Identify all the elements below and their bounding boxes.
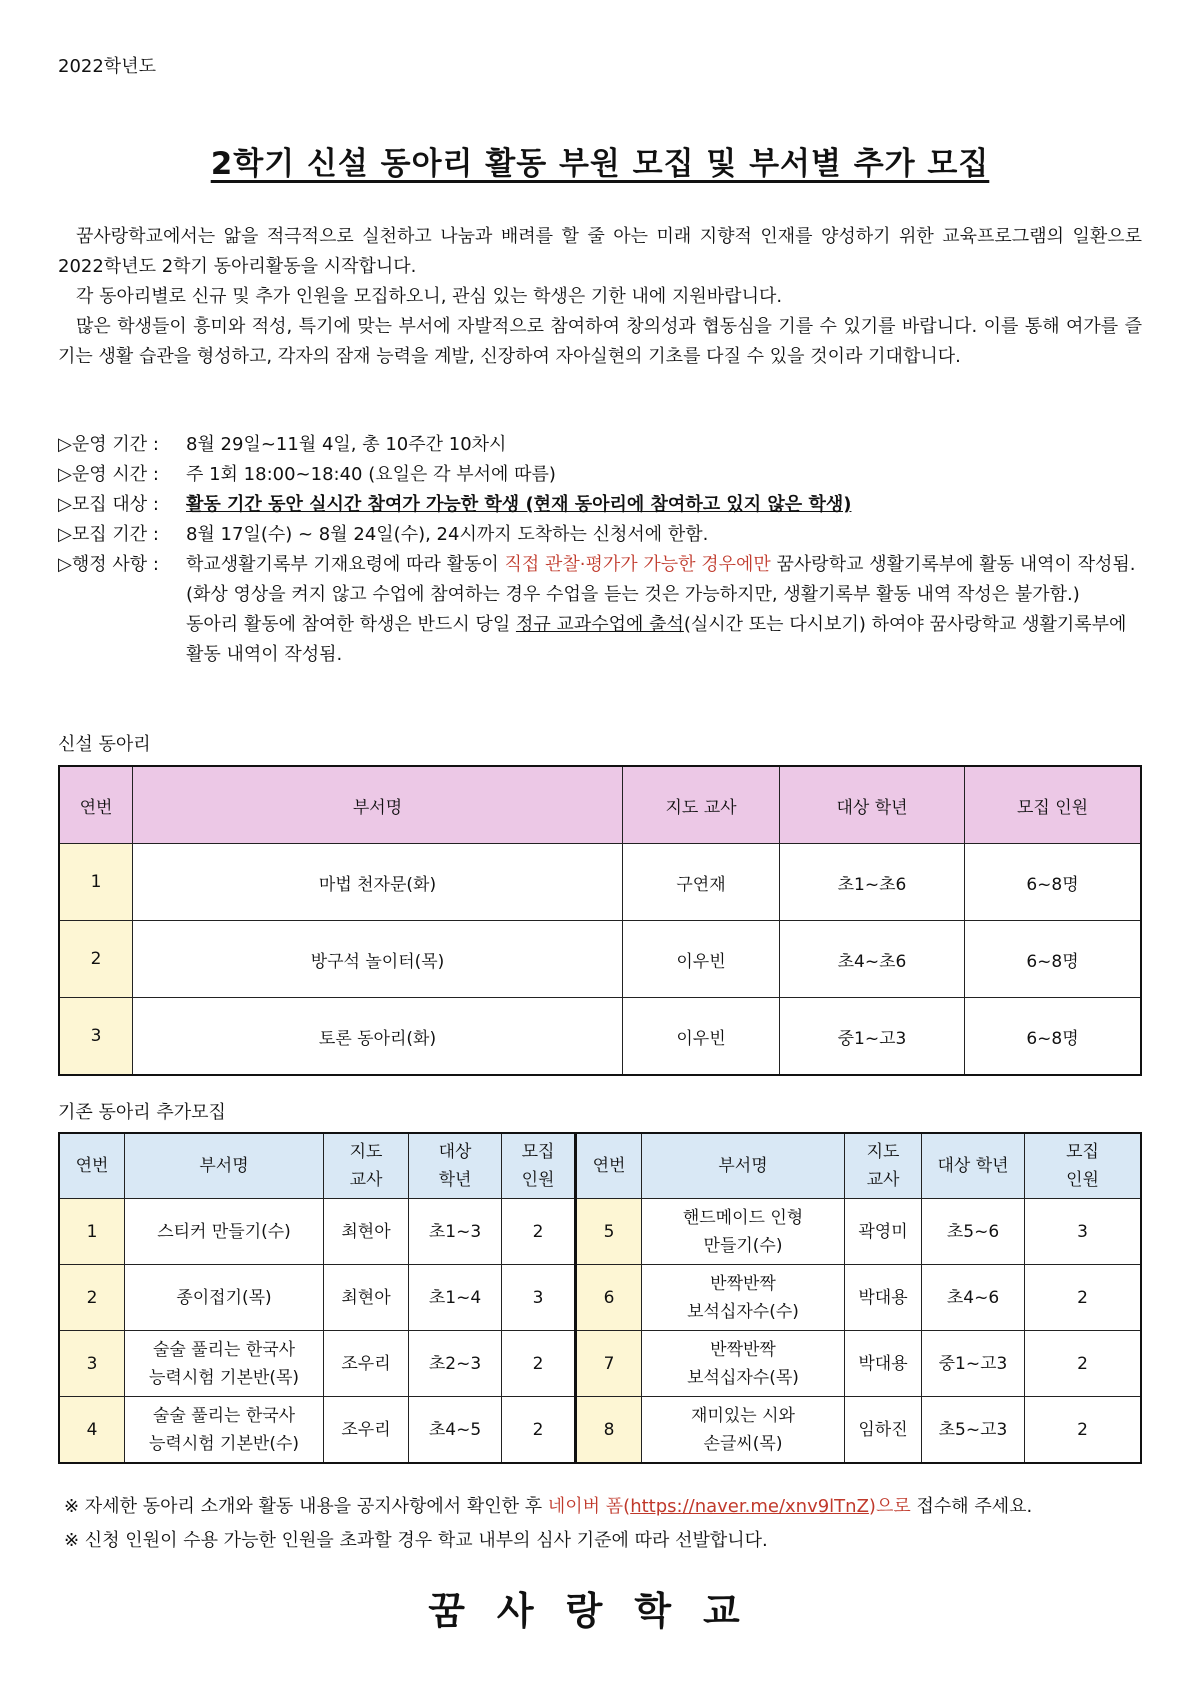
notes <box>64 1490 1032 1558</box>
table-row <box>59 844 1141 921</box>
info-label: ▷행정 사항 : <box>58 554 159 575</box>
note-1 <box>64 1490 1032 1524</box>
table-cell: 중1~고3 <box>780 998 965 1076</box>
table-cell: 이우빈 <box>623 921 780 998</box>
row-number-cell: 8 <box>576 1397 642 1464</box>
table-cell: 임하진 <box>845 1397 922 1464</box>
table-cell: 이우빈 <box>623 998 780 1076</box>
table-cell: 3 <box>1025 1199 1142 1265</box>
table-cell: 초2~3 <box>409 1331 502 1397</box>
info-period <box>58 430 1148 460</box>
intro-paragraph-2: 각 동아리별로 신규 및 추가 인원을 모집하오니, 관심 있는 학생은 기한 내에 지원바랍니다. <box>76 286 783 307</box>
table-row <box>59 998 1141 1076</box>
table-cell: 종이접기(목) <box>125 1265 324 1331</box>
info-label: ▷운영 시간 : <box>58 464 159 485</box>
column-header: 부서명 <box>133 766 623 844</box>
table-cell: 중1~고3 <box>922 1331 1025 1397</box>
info-value <box>186 550 1148 610</box>
table-cell: 조우리 <box>324 1397 409 1464</box>
note-text-end: 접수해 주세요. <box>910 1496 1033 1517</box>
table-row <box>59 1199 1141 1265</box>
table-row <box>59 921 1141 998</box>
admin-highlight: 직접 관찰·평가가 가능한 경우에만 <box>504 554 771 575</box>
info-value: 8월 17일(수) ~ 8월 24일(수), 24시까지 도착하는 신청서에 한함. <box>186 524 709 545</box>
info-time <box>58 460 1148 490</box>
table-cell: 방구석 놀이터(목) <box>133 921 623 998</box>
column-header: 모집 인원 <box>965 766 1142 844</box>
existing-clubs-table <box>58 1132 1142 1464</box>
naver-form-link[interactable]: https://naver.me/xnv9lTnZ <box>630 1496 869 1517</box>
table-cell: 2 <box>502 1199 576 1265</box>
column-header: 연번 <box>59 766 133 844</box>
table-cell: 초5~6 <box>922 1199 1025 1265</box>
row-number-cell: 5 <box>576 1199 642 1265</box>
column-header: 지도 교사 <box>324 1133 409 1199</box>
table-cell: 술술 풀리는 한국사 능력시험 기본반(목) <box>125 1331 324 1397</box>
note-text: ※ 자세한 동아리 소개와 활동 내용을 공지사항에서 확인한 후 <box>64 1496 548 1517</box>
naver-form-label: 네이버 폼( <box>547 1496 631 1517</box>
admin2-text: 동아리 활동에 참여한 학생은 반드시 당일 <box>186 614 516 635</box>
table-cell: 초1~3 <box>409 1199 502 1265</box>
column-header: 부서명 <box>125 1133 324 1199</box>
table-cell: 곽영미 <box>845 1199 922 1265</box>
row-number-cell: 1 <box>59 844 133 921</box>
table-cell: 마법 천자문(화) <box>133 844 623 921</box>
info-list <box>58 430 1148 670</box>
table-cell: 최현아 <box>324 1265 409 1331</box>
column-header: 모집 인원 <box>1025 1133 1142 1199</box>
row-number-cell: 3 <box>59 1331 125 1397</box>
table-cell: 재미있는 시와 손글씨(목) <box>642 1397 845 1464</box>
table-row <box>59 1331 1141 1397</box>
table-header-row <box>59 1133 1141 1199</box>
table-cell: 반짝반짝 보석십자수(수) <box>642 1265 845 1331</box>
school-year: 2022학년도 <box>58 56 156 77</box>
table-cell: 6~8명 <box>965 844 1142 921</box>
table-cell: 토론 동아리(화) <box>133 998 623 1076</box>
table-cell: 박대용 <box>845 1331 922 1397</box>
row-number-cell: 3 <box>59 998 133 1076</box>
info-admin-2 <box>58 610 1148 670</box>
info-admin <box>58 550 1148 610</box>
column-header: 지도 교사 <box>845 1133 922 1199</box>
intro-paragraph-3: 많은 학생들이 흥미와 적성, 특기에 맞는 부서에 자발적으로 참여하여 창의성과 협동심을 기를 수 있기를 바랍니다. 이를 통해 여가를 즐기는 생활 습관을 형성하고, 각자의 잠재 능력을 계발, 신장하여 자아실현의 기초를 다질 수 있을 것이라 기대합니다. <box>58 316 1142 367</box>
table-cell: 2 <box>502 1397 576 1464</box>
table-row <box>59 1265 1141 1331</box>
table-cell: 최현아 <box>324 1199 409 1265</box>
page-title: 2학기 신설 동아리 활동 부원 모집 및 부서별 추가 모집 <box>210 146 990 182</box>
column-header: 대상 학년 <box>409 1133 502 1199</box>
admin2-underline: 정규 교과수업에 출석 <box>515 614 684 635</box>
info-value: 8월 29일~11월 4일, 총 10주간 10차시 <box>186 434 507 455</box>
table-row <box>59 1397 1141 1464</box>
naver-form-label-end: )으로 <box>868 1496 911 1517</box>
table-cell: 초1~4 <box>409 1265 502 1331</box>
admin-text-cont: 꿈사랑학교 생활기록부에 활동 내역이 작성됨. (화상 영상을 켜지 않고 수업에 참여하는 경우 수업을 듣는 것은 가능하지만, 생활기록부 활동 내역 작성은 불가함.) <box>186 554 1136 605</box>
existing-clubs-heading: 기존 동아리 추가모집 <box>58 1102 226 1123</box>
table-cell: 6~8명 <box>965 921 1142 998</box>
row-number-cell: 1 <box>59 1199 125 1265</box>
note-2: ※ 신청 인원이 수용 가능한 인원을 초과할 경우 학교 내부의 심사 기준에 따라 선발합니다. <box>64 1530 768 1551</box>
column-header: 연번 <box>59 1133 125 1199</box>
info-value: 활동 기간 동안 실시간 참여가 가능한 학생 (현재 동아리에 참여하고 있지 않은 학생) <box>186 494 852 515</box>
info-label: ▷모집 기간 : <box>58 524 159 545</box>
info-recruit-period <box>58 520 1148 550</box>
table-cell: 박대용 <box>845 1265 922 1331</box>
info-target <box>58 490 1148 520</box>
info-label: ▷운영 기간 : <box>58 434 159 455</box>
row-number-cell: 4 <box>59 1397 125 1464</box>
column-header: 지도 교사 <box>623 766 780 844</box>
table-cell: 핸드메이드 인형 만들기(수) <box>642 1199 845 1265</box>
column-header: 연번 <box>576 1133 642 1199</box>
table-cell: 구연재 <box>623 844 780 921</box>
table-cell: 초1~초6 <box>780 844 965 921</box>
table-header-row <box>59 766 1141 844</box>
row-number-cell: 2 <box>59 921 133 998</box>
table-cell: 3 <box>502 1265 576 1331</box>
column-header: 대상 학년 <box>780 766 965 844</box>
table-cell: 2 <box>502 1331 576 1397</box>
table-cell: 6~8명 <box>965 998 1142 1076</box>
school-name-footer: 꿈사랑학교 <box>428 1588 772 1633</box>
intro-text <box>58 222 1142 372</box>
table-cell: 2 <box>1025 1331 1142 1397</box>
table-cell: 초4~5 <box>409 1397 502 1464</box>
table-cell: 조우리 <box>324 1331 409 1397</box>
info-label: ▷모집 대상 : <box>58 494 159 515</box>
new-clubs-heading: 신설 동아리 <box>58 734 151 755</box>
row-number-cell: 7 <box>576 1331 642 1397</box>
table-cell: 스티커 만들기(수) <box>125 1199 324 1265</box>
new-clubs-table <box>58 765 1142 1076</box>
table-cell: 2 <box>1025 1265 1142 1331</box>
admin2-text-cont: (실시간 또는 다시보기) 하여야 꿈사랑학교 생활기록부에 활동 내역이 작성됨. <box>186 614 1127 665</box>
table-cell: 초4~초6 <box>780 921 965 998</box>
intro-paragraph-1: 꿈사랑학교에서는 앎을 적극적으로 실천하고 나눔과 배려를 할 줄 아는 미래 지향적 인재를 양성하기 위한 교육프로그램의 일환으로 2022학년도 2학기 동아리활동을 시작합니다. <box>58 226 1142 277</box>
column-header: 부서명 <box>642 1133 845 1199</box>
table-cell: 2 <box>1025 1397 1142 1464</box>
column-header: 모집 인원 <box>502 1133 576 1199</box>
admin-text: 학교생활기록부 기재요령에 따라 활동이 <box>186 554 505 575</box>
info-value: 주 1회 18:00~18:40 (요일은 각 부서에 따름) <box>186 464 556 485</box>
table-cell: 초5~고3 <box>922 1397 1025 1464</box>
table-cell: 반짝반짝 보석십자수(목) <box>642 1331 845 1397</box>
table-cell: 초4~6 <box>922 1265 1025 1331</box>
table-cell: 술술 풀리는 한국사 능력시험 기본반(수) <box>125 1397 324 1464</box>
column-header: 대상 학년 <box>922 1133 1025 1199</box>
row-number-cell: 6 <box>576 1265 642 1331</box>
row-number-cell: 2 <box>59 1265 125 1331</box>
